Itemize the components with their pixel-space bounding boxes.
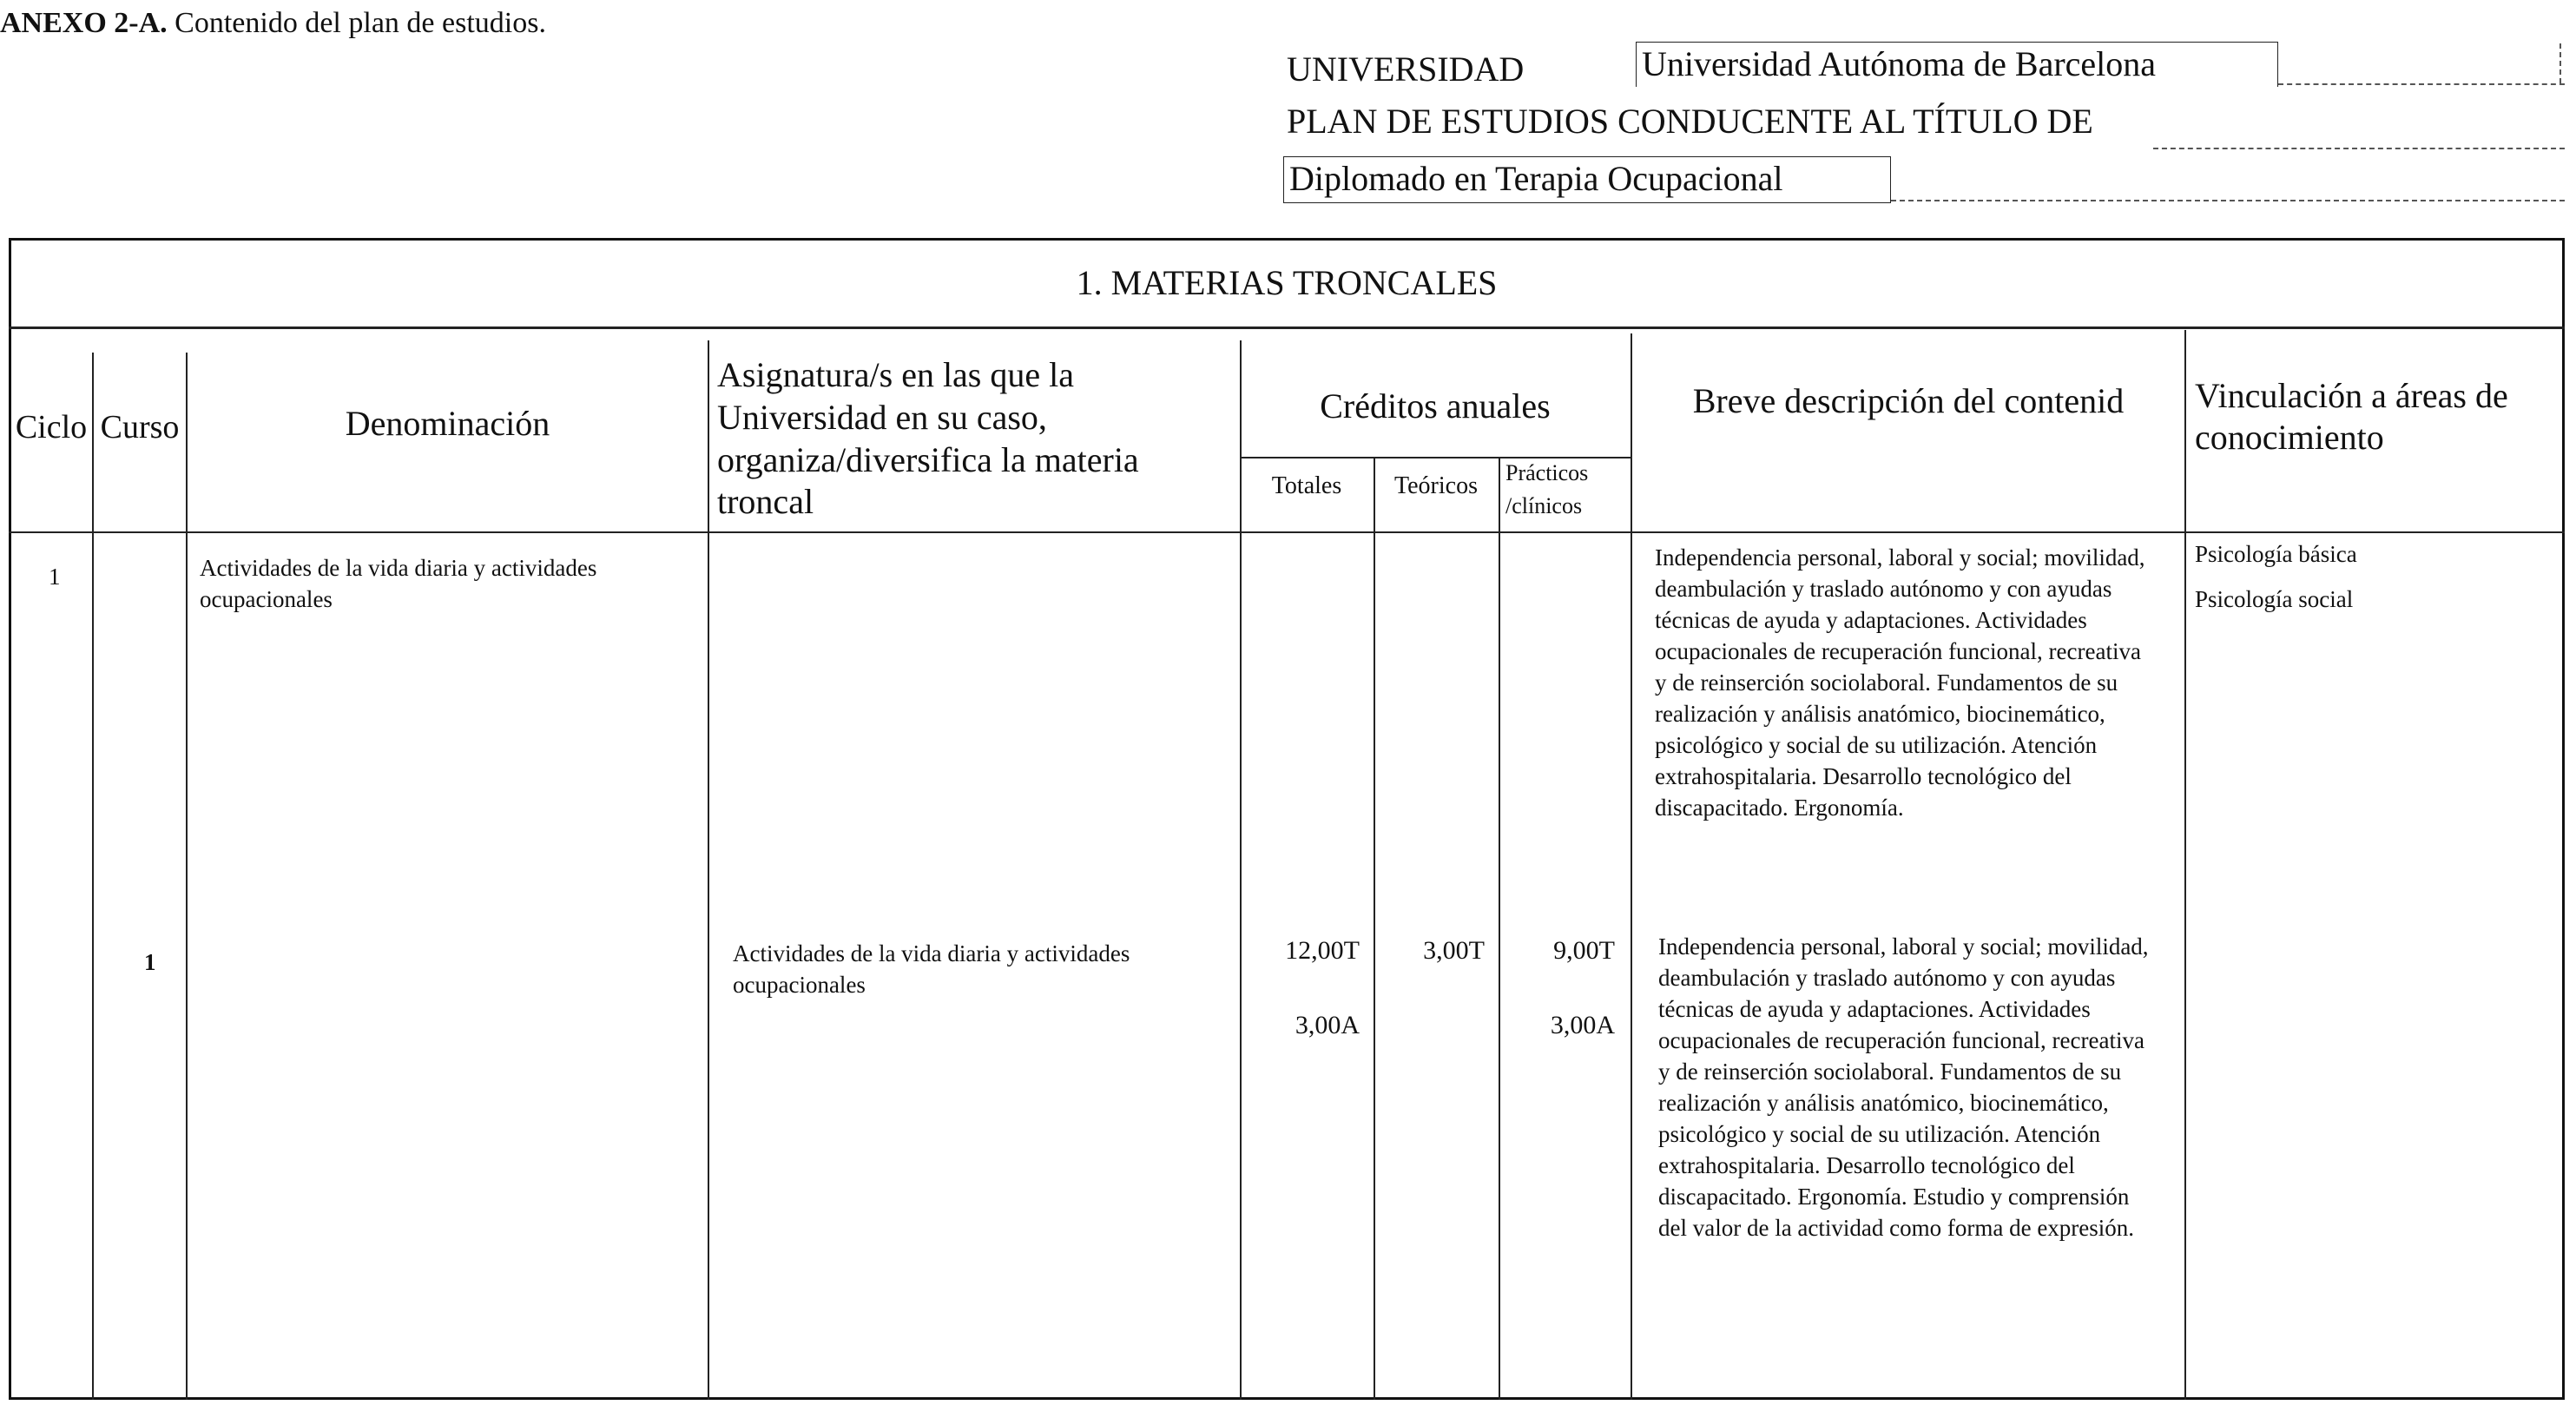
row-practicos-2: 3,00A [1550,1011,1615,1039]
university-label: UNIVERSIDAD [1287,49,1525,89]
col-line-descripcion [2184,330,2186,1400]
university-value: Universidad Autónoma de Barcelona [1636,42,2278,87]
row-area-psicologia-basica: Psicología básica [2195,541,2357,567]
col-header-descripcion: Breve descripción del contenid [1692,381,2125,420]
degree-value: Diplomado en Terapia Ocupacional [1283,156,1891,203]
col-line-teoricos [1499,457,1500,1400]
col-header-creditos: Créditos anuales [1320,386,1551,425]
col-header-ciclo: Ciclo [15,409,88,445]
col-header-asignatura: Asignatura/s en las que la Universidad en su caso, organiza/diversifica la materia troncal [717,355,1139,522]
row-teoricos-1: 3,00T [1423,936,1485,965]
table-title: 1. MATERIAS TRONCALES [1076,263,1498,302]
row-descripcion-1: Independencia personal, laboral y social; movilidad, deambulación y traslado autónomo y con ayudas técnicas de ayuda y adaptaciones. Actividades ocupacionales de recuperación funcional, recreativa y de reinserción sociolaboral. Fundamentos de su realización y análisis anatómico, biocinemático, psicológico y social de su utilización. Atención extrahospitalaria. Desarrollo tecnológico del discapacitado. Ergonomía. [1655,544,2145,821]
col-line-creditos [1631,333,1632,1400]
annex-label: ANEXO 2-A. [0,7,168,39]
row-area-psicologia-social: Psicología social [2195,586,2354,612]
col-line-denominacion [708,340,709,1400]
row-asignatura: Actividades de la vida diaria y actividades ocupacionales [733,940,1130,999]
row-totales-2: 3,00A [1295,1011,1360,1039]
row-denominacion: Actividades de la vida diaria y actividades ocupacionales [200,555,597,613]
plan-label: PLAN DE ESTUDIOS CONDUCENTE AL TÍTULO DE [1287,102,2093,141]
col-line-curso [186,353,188,1400]
col-header-curso: Curso [100,409,180,445]
col-header-totales: Totales [1271,472,1342,499]
row-ciclo: 1 [49,564,61,590]
row-practicos-1: 9,00T [1553,936,1615,965]
plan-dash-line [2153,148,2565,149]
title-divider [9,327,2565,329]
row-totales-1: 12,00T [1285,936,1360,965]
row-curso: 1 [144,949,156,975]
col-header-denominacion: Denominación [345,404,550,443]
university-dash-line [2278,83,2565,85]
annex-title [0,7,546,40]
col-line-ciclo [92,353,94,1400]
col-line-totales [1374,457,1375,1400]
university-box-edge [2560,43,2561,83]
annex-text: Contenido del plan de estudios. [175,7,546,39]
col-header-vinculacion: Vinculación a áreas de conocimiento [2195,376,2508,457]
row-descripcion-2: Independencia personal, laboral y social; movilidad, deambulación y traslado autónomo y con ayudas técnicas de ayuda y adaptaciones. Actividades ocupacionales de recuperación funcional, recreativa y de reinserción sociolaboral. Fundamentos de su realización y análisis anatómico, biocinemático, psicológico y social de su utilización. Atención extrahospitalaria. Desarrollo tecnológico del discapacitado. Ergonomía. Estudio y comprensión del valor de la actividad como forma de expresión. [1658,933,2149,1242]
col-header-practicos: Prácticos /clínicos [1505,460,1589,518]
degree-dash-line [1891,200,2565,201]
header-bottom-line [9,531,2565,533]
col-header-teoricos: Teóricos [1393,472,1478,499]
